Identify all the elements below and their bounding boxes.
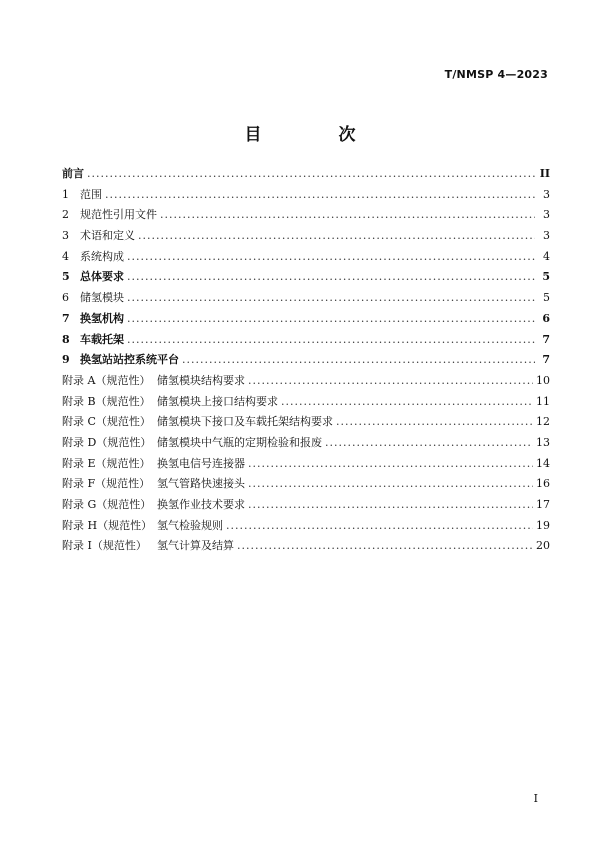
appendix-label: 附录 E（规范性） bbox=[62, 456, 151, 470]
appendix-label: 附录 H（规范性） bbox=[62, 518, 153, 532]
toc-entry-page: 3 bbox=[543, 208, 550, 222]
footer-page-number: I bbox=[533, 792, 538, 805]
appendix-title: 氢气计算及结算 bbox=[157, 539, 234, 553]
toc-entry-page: II bbox=[539, 167, 550, 180]
toc-entry-page: 13 bbox=[536, 435, 550, 449]
dot-leader bbox=[127, 247, 535, 268]
dot-leader bbox=[237, 536, 533, 557]
toc-entry-page: 16 bbox=[536, 477, 550, 491]
toc-entry-number: 5 bbox=[62, 270, 70, 284]
dot-leader bbox=[127, 267, 535, 288]
toc-entry-title: 规范性引用文件 bbox=[80, 208, 157, 222]
appendix-title: 储氢模块结构要求 bbox=[157, 373, 245, 387]
toc-appendix-i[interactable] bbox=[62, 536, 550, 557]
dot-leader bbox=[248, 454, 533, 475]
dot-leader bbox=[127, 330, 535, 351]
appendix-title: 换氢电信号连接器 bbox=[157, 456, 245, 470]
appendix-title: 氢气检验规则 bbox=[157, 518, 223, 532]
toc-appendix-e[interactable] bbox=[62, 454, 550, 475]
toc-entry-page: 7 bbox=[542, 353, 550, 367]
dot-leader bbox=[325, 433, 533, 454]
toc-entry-page: 19 bbox=[536, 518, 550, 532]
toc-entry-station-control-platform[interactable] bbox=[62, 350, 550, 371]
toc-title: 目 次 bbox=[244, 125, 386, 145]
toc-entry-page: 7 bbox=[542, 332, 550, 346]
toc-entry-page: 17 bbox=[536, 498, 550, 511]
appendix-label: 附录 D（规范性） bbox=[62, 435, 152, 449]
toc-entry-system-composition[interactable] bbox=[62, 247, 550, 268]
appendix-title: 储氢模块上接口结构要求 bbox=[157, 394, 278, 408]
toc-entry-page: 6 bbox=[542, 311, 550, 325]
toc-entry-page: 20 bbox=[536, 539, 550, 553]
appendix-label: 附录 C（规范性） bbox=[62, 415, 151, 429]
toc-entry-page: 14 bbox=[536, 456, 550, 470]
toc-entry-page: 4 bbox=[543, 249, 550, 263]
toc-entry-foreword[interactable] bbox=[62, 164, 550, 185]
toc-entry-terms[interactable] bbox=[62, 226, 550, 247]
toc-entry-scope[interactable] bbox=[62, 185, 550, 206]
toc-entry-page: 10 bbox=[536, 373, 550, 387]
toc-entry-vehicle-bracket[interactable] bbox=[62, 330, 550, 351]
toc-appendix-h[interactable] bbox=[62, 516, 550, 537]
toc-appendix-b[interactable] bbox=[62, 392, 550, 413]
appendix-label: 附录 G（规范性） bbox=[62, 498, 152, 511]
dot-leader bbox=[87, 164, 535, 185]
toc-appendix-f[interactable] bbox=[62, 474, 550, 495]
toc-entry-page: 3 bbox=[543, 229, 550, 243]
toc-entry-general-requirements[interactable] bbox=[62, 267, 550, 288]
toc-entry-title: 术语和定义 bbox=[80, 229, 135, 243]
dot-leader bbox=[127, 288, 535, 309]
toc-entry-number: 9 bbox=[62, 353, 70, 367]
dot-leader bbox=[336, 412, 533, 433]
toc-entry-page: 3 bbox=[543, 187, 550, 201]
toc-entry-title: 储氢模块 bbox=[80, 291, 124, 305]
appendix-label: 附录 B（规范性） bbox=[62, 394, 151, 408]
toc-entry-title: 前言 bbox=[62, 167, 84, 180]
appendix-label: 附录 I（规范性） bbox=[62, 539, 147, 553]
toc-entry-number: 2 bbox=[62, 208, 69, 222]
toc-appendix-d[interactable] bbox=[62, 433, 550, 454]
toc-appendix-g[interactable] bbox=[62, 495, 550, 516]
toc-entry-number: 6 bbox=[62, 291, 69, 305]
dot-leader bbox=[138, 226, 535, 247]
dot-leader bbox=[248, 371, 533, 392]
toc-entry-title: 系统构成 bbox=[80, 249, 124, 263]
document-code: T/NMSP 4—2023 bbox=[444, 68, 548, 81]
appendix-title: 氢气管路快速接头 bbox=[157, 477, 245, 491]
dot-leader bbox=[160, 205, 535, 226]
toc-entry-title: 换氢站站控系统平台 bbox=[80, 353, 179, 367]
toc-entry-page: 5 bbox=[542, 270, 550, 284]
appendix-label: 附录 A（规范性） bbox=[62, 373, 151, 387]
dot-leader bbox=[182, 350, 535, 371]
toc-entry-number: 3 bbox=[62, 229, 69, 243]
toc-entry-number: 7 bbox=[62, 311, 70, 325]
dot-leader bbox=[105, 185, 535, 206]
toc-entry-number: 8 bbox=[62, 332, 70, 346]
toc-entry-number: 1 bbox=[62, 187, 69, 201]
toc-entry-title: 换氢机构 bbox=[80, 311, 124, 325]
toc-entry-page: 5 bbox=[543, 291, 550, 305]
appendix-label: 附录 F（规范性） bbox=[62, 477, 151, 491]
toc-entry-title: 车载托架 bbox=[80, 332, 124, 346]
dot-leader bbox=[281, 392, 533, 413]
toc-entry-title: 范围 bbox=[80, 187, 102, 201]
appendix-title: 储氢模块下接口及车载托架结构要求 bbox=[157, 415, 333, 429]
toc-entry-page: 12 bbox=[536, 415, 550, 429]
appendix-title: 换氢作业技术要求 bbox=[157, 498, 245, 511]
toc-entry-hydrogen-storage-module[interactable] bbox=[62, 288, 550, 309]
dot-leader bbox=[248, 495, 533, 516]
appendix-title: 储氢模块中气瓶的定期检验和报废 bbox=[157, 435, 322, 449]
table-of-contents bbox=[62, 164, 550, 557]
toc-entry-page: 11 bbox=[536, 394, 550, 408]
toc-entry-number: 4 bbox=[62, 249, 69, 263]
dot-leader bbox=[226, 516, 533, 537]
dot-leader bbox=[248, 474, 533, 495]
toc-appendix-a[interactable] bbox=[62, 371, 550, 392]
toc-entry-normative-references[interactable] bbox=[62, 205, 550, 226]
toc-entry-title: 总体要求 bbox=[80, 270, 124, 284]
dot-leader bbox=[127, 309, 535, 330]
toc-appendix-c[interactable] bbox=[62, 412, 550, 433]
toc-entry-swapping-mechanism[interactable] bbox=[62, 309, 550, 330]
